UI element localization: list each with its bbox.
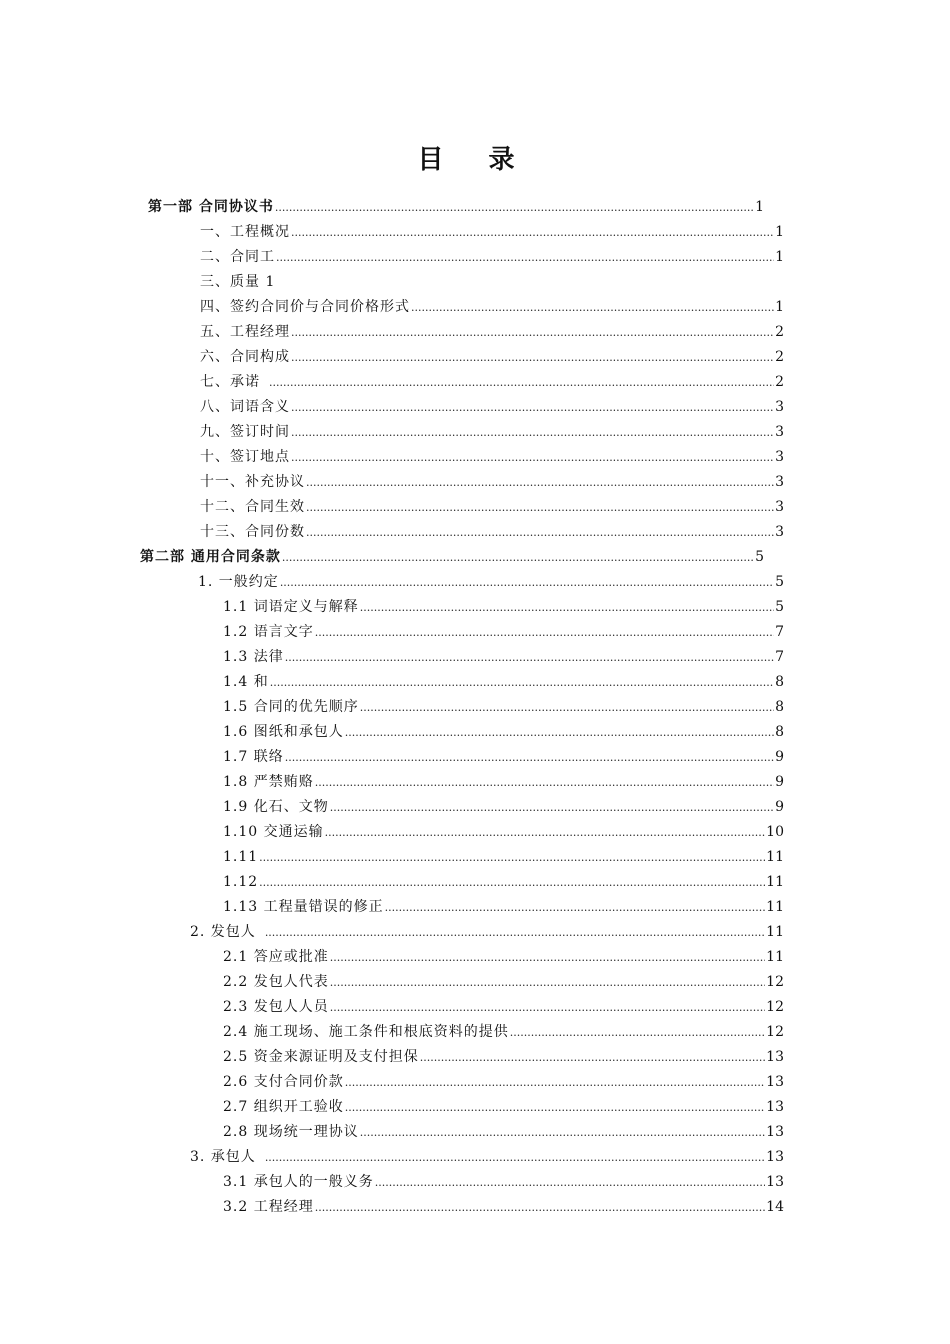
toc-entry[interactable]: [140, 545, 764, 570]
toc-leader-dots: [510, 1020, 765, 1045]
toc-entry-label: 1. 一般约定: [198, 574, 279, 590]
toc-entry-page: 14: [766, 1199, 784, 1215]
toc-leader-dots: [280, 570, 774, 595]
toc-entry-page: 9: [775, 749, 784, 765]
toc-entry[interactable]: [223, 1195, 784, 1220]
toc-entry-label: 2.3 发包人人员: [223, 999, 329, 1015]
toc-entry-page: 8: [775, 674, 784, 690]
toc-entry-page: 1: [775, 249, 784, 265]
toc-entry[interactable]: [223, 995, 784, 1020]
toc-leader-dots: [345, 720, 774, 745]
toc-entry-label: 六、合同构成: [200, 349, 290, 365]
toc-entry-label: 3. 承包人: [190, 1149, 256, 1165]
toc-entry[interactable]: [200, 270, 784, 295]
toc-entry[interactable]: [223, 945, 784, 970]
toc-entry-label: 1.12: [223, 874, 259, 890]
toc-leader-dots: [306, 495, 774, 520]
toc-entry-page: 3: [775, 449, 784, 465]
toc-entry[interactable]: [223, 770, 784, 795]
toc-entry-label: 第二部 通用合同条款: [140, 549, 281, 565]
toc-entry-page: 13: [766, 1074, 784, 1090]
toc-leader-dots: [276, 245, 774, 270]
toc-entry[interactable]: [200, 470, 784, 495]
toc-entry-page: 2: [775, 324, 784, 340]
toc-leader-dots: [259, 845, 765, 870]
toc-leader-dots: [411, 295, 774, 320]
toc-entry[interactable]: [200, 345, 784, 370]
toc-entry-label: 九、签订时间: [200, 424, 290, 440]
toc-entry-page: 12: [766, 999, 784, 1015]
toc-entry-page: 13: [766, 1124, 784, 1140]
toc-leader-dots: [360, 595, 774, 620]
toc-entry-page: 11: [766, 949, 784, 965]
toc-leader-dots: [385, 895, 766, 920]
toc-entry[interactable]: [223, 895, 784, 920]
toc-leader-dots: [330, 945, 765, 970]
toc-leader-dots: [306, 520, 774, 545]
toc-entry-page: 3: [775, 499, 784, 515]
toc-entry[interactable]: [223, 1120, 784, 1145]
toc-leader-dots: [375, 1170, 765, 1195]
toc-entry-page: 13: [766, 1049, 784, 1065]
toc-entry-page: 12: [766, 974, 784, 990]
toc-entry[interactable]: [200, 320, 784, 345]
toc-leader-dots: [285, 645, 774, 670]
toc-entry[interactable]: [200, 495, 784, 520]
toc-leader-dots: [291, 345, 774, 370]
toc-leader-dots: [291, 445, 774, 470]
toc-entry-label: 八、词语含义: [200, 399, 290, 415]
toc-entry-label: 十一、补充协议: [200, 474, 305, 490]
toc-entry-label: 1.8 严禁贿赂: [223, 774, 314, 790]
toc-entry-label: 十二、合同生效: [200, 499, 305, 515]
toc-entry-page: 2: [775, 349, 784, 365]
toc-entry-page: 8: [775, 724, 784, 740]
toc-entry-page: 9: [775, 799, 784, 815]
toc-entry[interactable]: [200, 445, 784, 470]
toc-entry-label: 1.11: [223, 849, 259, 865]
toc-entry-page: 11: [766, 924, 784, 940]
toc-entry-page: 3: [775, 424, 784, 440]
toc-leader-dots: [259, 870, 765, 895]
toc-entry-page: 7: [775, 624, 784, 640]
toc-leader-dots: [282, 545, 754, 570]
toc-entry[interactable]: [223, 1020, 784, 1045]
toc-leader-dots: [420, 1045, 765, 1070]
toc-entry-page: 1: [775, 224, 784, 240]
toc-entry-page: 9: [775, 774, 784, 790]
toc-entry[interactable]: [198, 570, 784, 595]
toc-entry-page: 13: [766, 1099, 784, 1115]
toc-entry[interactable]: [200, 220, 784, 245]
toc-entry-label: 1.13 工程量错误的修正: [223, 899, 384, 915]
toc-entry-label: 二、合同工: [200, 249, 275, 265]
toc-entry-page: 12: [766, 1024, 784, 1040]
toc-entry-label: 1.10 交通运输: [223, 824, 324, 840]
toc-entry-label: 1.7 联络: [223, 749, 284, 765]
toc-entry[interactable]: [148, 195, 764, 220]
toc-entry[interactable]: [200, 395, 784, 420]
toc-entry-page: 13: [766, 1149, 784, 1165]
toc-entry[interactable]: [223, 1170, 784, 1195]
toc-leader-dots: [291, 220, 774, 245]
toc-entry-page: 1: [775, 299, 784, 315]
toc-entry[interactable]: [200, 420, 784, 445]
toc-leader-dots: [291, 320, 774, 345]
toc-entry[interactable]: [223, 1095, 784, 1120]
toc-leader-dots: [315, 1195, 765, 1220]
toc-entry[interactable]: [223, 1045, 784, 1070]
toc-leader-dots: [330, 795, 774, 820]
toc-entry-label: 1.4 和: [223, 674, 269, 690]
toc-entry[interactable]: [223, 970, 784, 995]
toc-entry-page: 8: [775, 699, 784, 715]
toc-leader-dots: [269, 370, 774, 395]
toc-leader-dots: [325, 820, 766, 845]
toc-entry-page: 11: [766, 849, 784, 865]
toc-entry[interactable]: [200, 520, 784, 545]
toc-leader-dots: [330, 995, 765, 1020]
toc-leader-dots: [315, 770, 774, 795]
toc-entry[interactable]: [200, 245, 784, 270]
toc-entry[interactable]: [223, 670, 784, 695]
toc-entry-label: 2. 发包人: [190, 924, 256, 940]
toc-entry[interactable]: [223, 645, 784, 670]
toc-leader-dots: [275, 195, 754, 220]
toc-entry[interactable]: [223, 745, 784, 770]
toc-entry-page: 11: [766, 899, 784, 915]
toc-entry-page: 5: [775, 574, 784, 590]
toc-entry-label: 3.2 工程经理: [223, 1199, 314, 1215]
toc-leader-dots: [306, 470, 774, 495]
toc-entry-label: 1.1 词语定义与解释: [223, 599, 359, 615]
toc-entry-page: 3: [775, 399, 784, 415]
toc-leader-dots: [360, 695, 774, 720]
toc-entry[interactable]: [223, 595, 784, 620]
toc-entry-label: 七、承诺: [200, 374, 260, 390]
toc-leader-dots: [285, 745, 774, 770]
toc-entry[interactable]: [190, 920, 784, 945]
toc-entry-label: 2.4 施工现场、施工条件和根底资料的提供: [223, 1024, 509, 1040]
toc-entry-page: 2: [775, 374, 784, 390]
toc-leader-dots: [291, 395, 774, 420]
toc-entry[interactable]: [223, 795, 784, 820]
toc-leader-dots: [265, 920, 765, 945]
toc-entry-label: 1.3 法律: [223, 649, 284, 665]
toc-entry-label: 2.7 组织开工验收: [223, 1099, 344, 1115]
toc-leader-dots: [265, 1145, 765, 1170]
toc-entry-label: 1.9 化石、文物: [223, 799, 329, 815]
toc-entry-page: 3: [775, 474, 784, 490]
toc-entry-label: 三、质量 1: [200, 274, 276, 290]
toc-leader-dots: [345, 1095, 765, 1120]
toc-entry-page: 10: [766, 824, 784, 840]
toc-entry[interactable]: [200, 370, 784, 395]
toc-leader-dots: [345, 1070, 765, 1095]
toc-entry-label: 1.6 图纸和承包人: [223, 724, 344, 740]
toc-entry-label: 四、签约合同价与合同价格形式: [200, 299, 410, 315]
toc-leader-dots: [360, 1120, 765, 1145]
toc-entry-label: 十、签订地点: [200, 449, 290, 465]
toc-entry[interactable]: [223, 720, 784, 745]
toc-leader-dots: [315, 620, 774, 645]
toc-entry[interactable]: [190, 1145, 784, 1170]
toc-entry[interactable]: [223, 870, 784, 895]
toc-entry[interactable]: [200, 295, 784, 320]
toc-entry-label: 1.2 语言文字: [223, 624, 314, 640]
toc-leader-dots: [291, 420, 774, 445]
toc-entry-label: 第一部 合同协议书: [148, 199, 274, 215]
toc-entry[interactable]: [223, 695, 784, 720]
toc-entry[interactable]: [223, 620, 784, 645]
toc-entry-label: 十三、合同份数: [200, 524, 305, 540]
page-title: 目 录: [417, 145, 533, 175]
toc-entry-page: 3: [775, 524, 784, 540]
toc-entry[interactable]: [223, 1070, 784, 1095]
toc-entry-page: 5: [755, 549, 764, 565]
toc-entry-label: 2.6 支付合同价款: [223, 1074, 344, 1090]
toc-entry-label: 2.1 答应或批准: [223, 949, 329, 965]
toc-entry-label: 2.2 发包人代表: [223, 974, 329, 990]
toc-entry-page: 7: [775, 649, 784, 665]
toc-leader-dots: [270, 670, 774, 695]
toc-entry[interactable]: [223, 845, 784, 870]
toc-entry-label: 1.5 合同的优先顺序: [223, 699, 359, 715]
toc-entry-page: 1: [755, 199, 764, 215]
toc-leader-dots: [330, 970, 765, 995]
toc-entry-page: 13: [766, 1174, 784, 1190]
toc-entry-label: 2.8 现场统一理协议: [223, 1124, 359, 1140]
toc-entry-label: 五、工程经理: [200, 324, 290, 340]
toc-entry-label: 3.1 承包人的一般义务: [223, 1174, 374, 1190]
toc-entry-page: 5: [775, 599, 784, 615]
toc-entry-label: 一、工程概况: [200, 224, 290, 240]
toc-entry-label: 2.5 资金来源证明及支付担保: [223, 1049, 419, 1065]
toc-entry[interactable]: [223, 820, 784, 845]
toc-entry-page: 11: [766, 874, 784, 890]
